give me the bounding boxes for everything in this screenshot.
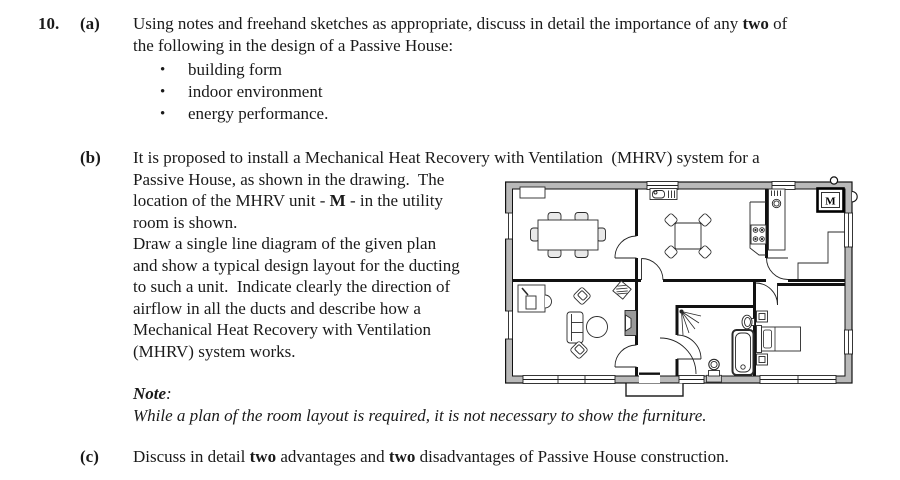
bedside-table bbox=[757, 311, 768, 322]
window-icon bbox=[505, 213, 513, 239]
tv-unit bbox=[625, 311, 637, 336]
floor-plan bbox=[505, 175, 859, 399]
text-segment: - in the utility bbox=[345, 191, 443, 210]
window-icon bbox=[679, 376, 704, 384]
question-number: 10. bbox=[38, 14, 60, 33]
bed bbox=[757, 326, 801, 353]
bathtub bbox=[733, 330, 754, 375]
text-segment: room is shown. bbox=[133, 212, 238, 232]
kitchen-sink bbox=[650, 189, 677, 200]
text-segment: of bbox=[768, 14, 788, 33]
bullet-icon: • bbox=[160, 106, 166, 122]
porch bbox=[626, 384, 683, 397]
dining-table bbox=[538, 220, 598, 250]
text-segment: two bbox=[249, 447, 277, 466]
text-line bbox=[133, 147, 760, 169]
window-icon bbox=[845, 213, 853, 247]
text-segment: Passive House, as shown in the drawing. The bbox=[133, 169, 445, 189]
stove bbox=[751, 225, 766, 244]
coffee-table bbox=[587, 317, 608, 338]
bullet-text: building form bbox=[188, 60, 282, 79]
text-segment: (MHRV) system works. bbox=[133, 341, 296, 361]
bullet-item bbox=[160, 59, 328, 81]
part-c-text bbox=[133, 446, 729, 468]
text-line bbox=[133, 35, 787, 57]
window-icon bbox=[760, 376, 836, 384]
note-text: While a plan of the room layout is required, it is not necessary to show the furniture. bbox=[133, 406, 707, 425]
mhrv-unit-label: M bbox=[825, 195, 836, 208]
text-segment: two bbox=[388, 447, 416, 466]
sideboard bbox=[520, 187, 545, 198]
part-c-label: (c) bbox=[80, 447, 99, 466]
part-a-text bbox=[133, 13, 787, 56]
wall-vent-icon bbox=[852, 192, 857, 202]
text-segment: location of the MHRV unit - bbox=[133, 191, 330, 210]
text-segment: the following in the design of a Passive House: bbox=[133, 35, 454, 55]
text-segment: Draw a single line diagram of the given plan bbox=[133, 234, 437, 253]
bullet-item bbox=[160, 81, 328, 103]
note-label: Note bbox=[133, 384, 167, 403]
text-segment: two bbox=[742, 14, 769, 33]
text-segment: advantages and bbox=[276, 447, 389, 466]
bullet-text: indoor environment bbox=[188, 82, 323, 101]
text-segment: Using notes and freehand sketches as appropriate, discuss in detail the importance of any bbox=[133, 14, 743, 33]
text-segment: M bbox=[329, 191, 346, 210]
note-colon: : bbox=[166, 384, 172, 403]
text-segment: airflow in all the ducts and describe how a bbox=[133, 298, 421, 318]
bullet-text: energy performance. bbox=[188, 104, 329, 123]
bullet-icon: • bbox=[160, 62, 166, 78]
text-segment: disadvantages of Passive House construction. bbox=[415, 447, 729, 466]
text-segment: It is proposed to install a Mechanical Heat Recovery with Ventilation (MHRV) system for a bbox=[133, 148, 760, 167]
bullet-icon: • bbox=[160, 84, 166, 100]
flue-vent-icon bbox=[830, 177, 837, 184]
part-a-label: (a) bbox=[80, 14, 100, 33]
window-icon bbox=[505, 311, 513, 339]
bullet-item bbox=[160, 103, 328, 125]
text-line bbox=[133, 13, 787, 35]
toilet bbox=[707, 359, 722, 382]
text-segment: Discuss in detail bbox=[133, 447, 250, 466]
part-a-bullet-list bbox=[160, 59, 328, 125]
text-segment: Mechanical Heat Recovery with Ventilation bbox=[133, 320, 432, 339]
mhrv-unit-box bbox=[818, 189, 844, 212]
window-icon bbox=[772, 182, 795, 190]
utility-counter-strip bbox=[769, 189, 786, 250]
text-segment: to such a unit. Indicate clearly the direction of bbox=[133, 277, 451, 296]
kitchen-table bbox=[675, 223, 701, 249]
bedside-table bbox=[757, 354, 768, 365]
front-door-opening bbox=[639, 375, 660, 384]
window-icon bbox=[845, 330, 853, 354]
text-segment: and show a typical design layout for the ducting bbox=[133, 255, 460, 275]
window-icon bbox=[523, 376, 615, 384]
part-b-label: (b) bbox=[80, 148, 101, 167]
sofa bbox=[567, 312, 583, 343]
